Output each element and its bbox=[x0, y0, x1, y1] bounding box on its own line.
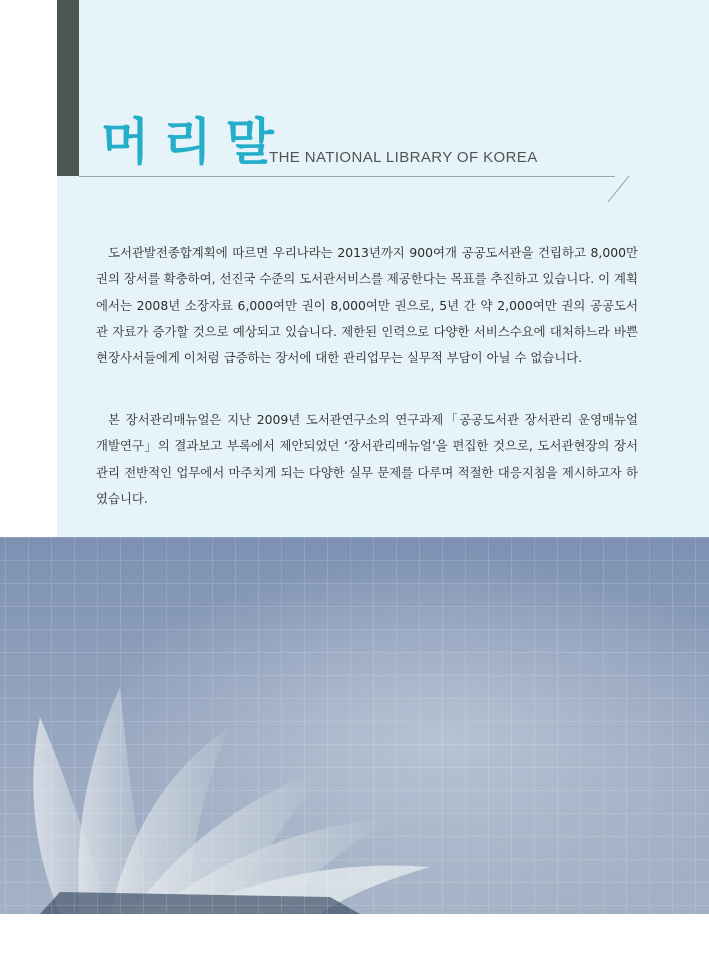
page-title: 머리말 bbox=[101, 113, 288, 171]
paragraph-1: 도서관발전종합계획에 따르면 우리나라는 2013년까지 900여개 공공도서관을 건립하고 8,000만권의 장서를 확충하여, 선진국 수준의 도서관서비스를 제공한다는 목표를 추진하고 있습니다. 이 계획에서는 2008년 소장자료 6,000여만 권이 8,000여만 권으로, 5년 간 약 2,000여만 권의 공공도서관 자료가 증가할 것으로 예상되고 있습니다. 제한된 인력으로 다양한 서비스수요에 대처하느라 바쁜 현장사서들에게 이처럼 급증하는 장서에 대한 관리업무는 실무적 부담이 아닐 수 없습니다. bbox=[96, 245, 638, 366]
page-subtitle: THE NATIONAL LIBRARY OF KOREA bbox=[269, 149, 538, 166]
open-book-photo bbox=[0, 537, 709, 914]
side-accent-bar bbox=[57, 0, 79, 176]
title-underline bbox=[79, 176, 615, 177]
title-underline-slash bbox=[608, 174, 632, 204]
paragraph-2: 본 장서관리매뉴얼은 지난 2009년 도서관연구소의 연구과제「공공도서관 장서관리 운영매뉴얼 개발연구」의 결과보고 부록에서 제안되었던 ‘장서관리매뉴얼’을 편집한 것으로, 도서관현장의 장서관리 전반적인 업무에서 마주치게 되는 다양한 실무 문제를 다루며 적절한 대응지침을 제시하고자 하였습니다. bbox=[96, 412, 639, 506]
